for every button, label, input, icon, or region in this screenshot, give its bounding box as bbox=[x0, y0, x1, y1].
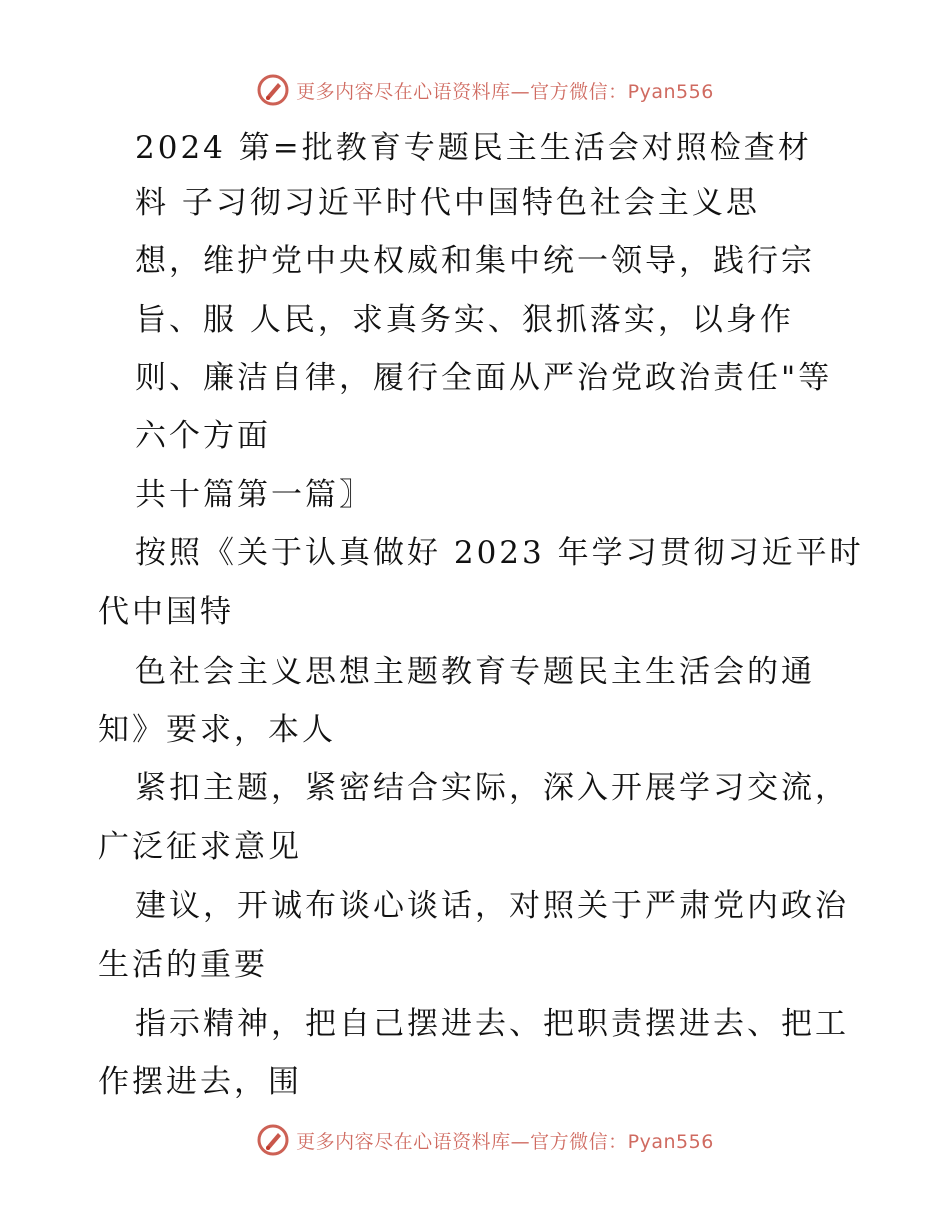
doc-line: 旨、服 人民，求真务实、狠抓落实，以身作 bbox=[135, 302, 794, 338]
doc-line: 色社会主义思想主题教育专题民主生活会的通 bbox=[135, 654, 815, 690]
doc-line: 广泛征求意见 bbox=[98, 829, 302, 865]
watermark-footer bbox=[0, 1120, 950, 1160]
doc-line: 2024 第=批教育专题民主生活会对照检查材 bbox=[135, 130, 812, 166]
watermark-group bbox=[256, 1123, 714, 1157]
doc-line: 紧扣主题，紧密结合实际，深入开展学习交流， bbox=[135, 770, 849, 806]
doc-line: 则、廉洁自律，履行全面从严治党政治责任"等 bbox=[135, 360, 833, 396]
doc-line: 想，维护党中央权威和集中统一领导，践行宗 bbox=[135, 243, 815, 279]
watermark-text: 更多内容尽在心语资料库—官方微信：Pyan556 bbox=[296, 1130, 714, 1153]
doc-line: 生活的重要 bbox=[98, 947, 268, 983]
doc-line: 指示精神，把自己摆进去、把职责摆进去、把工 bbox=[135, 1006, 849, 1042]
red-pen-nib-logo-icon bbox=[256, 1123, 290, 1157]
doc-line: 六个方面 bbox=[135, 418, 271, 454]
doc-line: 作摆进去，围 bbox=[98, 1064, 302, 1100]
watermark-group bbox=[256, 73, 714, 107]
doc-line: 料 子习彻习近平时代中国特色社会主义思 bbox=[135, 185, 760, 221]
doc-line: 建议，开诚布谈心谈话，对照关于严肃党内政治 bbox=[135, 888, 849, 924]
doc-line: 共十篇第一篇〗 bbox=[135, 477, 373, 513]
red-pen-nib-logo-icon bbox=[256, 73, 290, 107]
watermark-header bbox=[0, 70, 950, 110]
doc-line: 知》要求，本人 bbox=[98, 712, 336, 748]
doc-line: 代中国特 bbox=[98, 594, 234, 630]
doc-line: 按照《关于认真做好 2023 年学习贯彻习近平时 bbox=[135, 535, 864, 571]
watermark-text: 更多内容尽在心语资料库—官方微信：Pyan556 bbox=[296, 80, 714, 103]
